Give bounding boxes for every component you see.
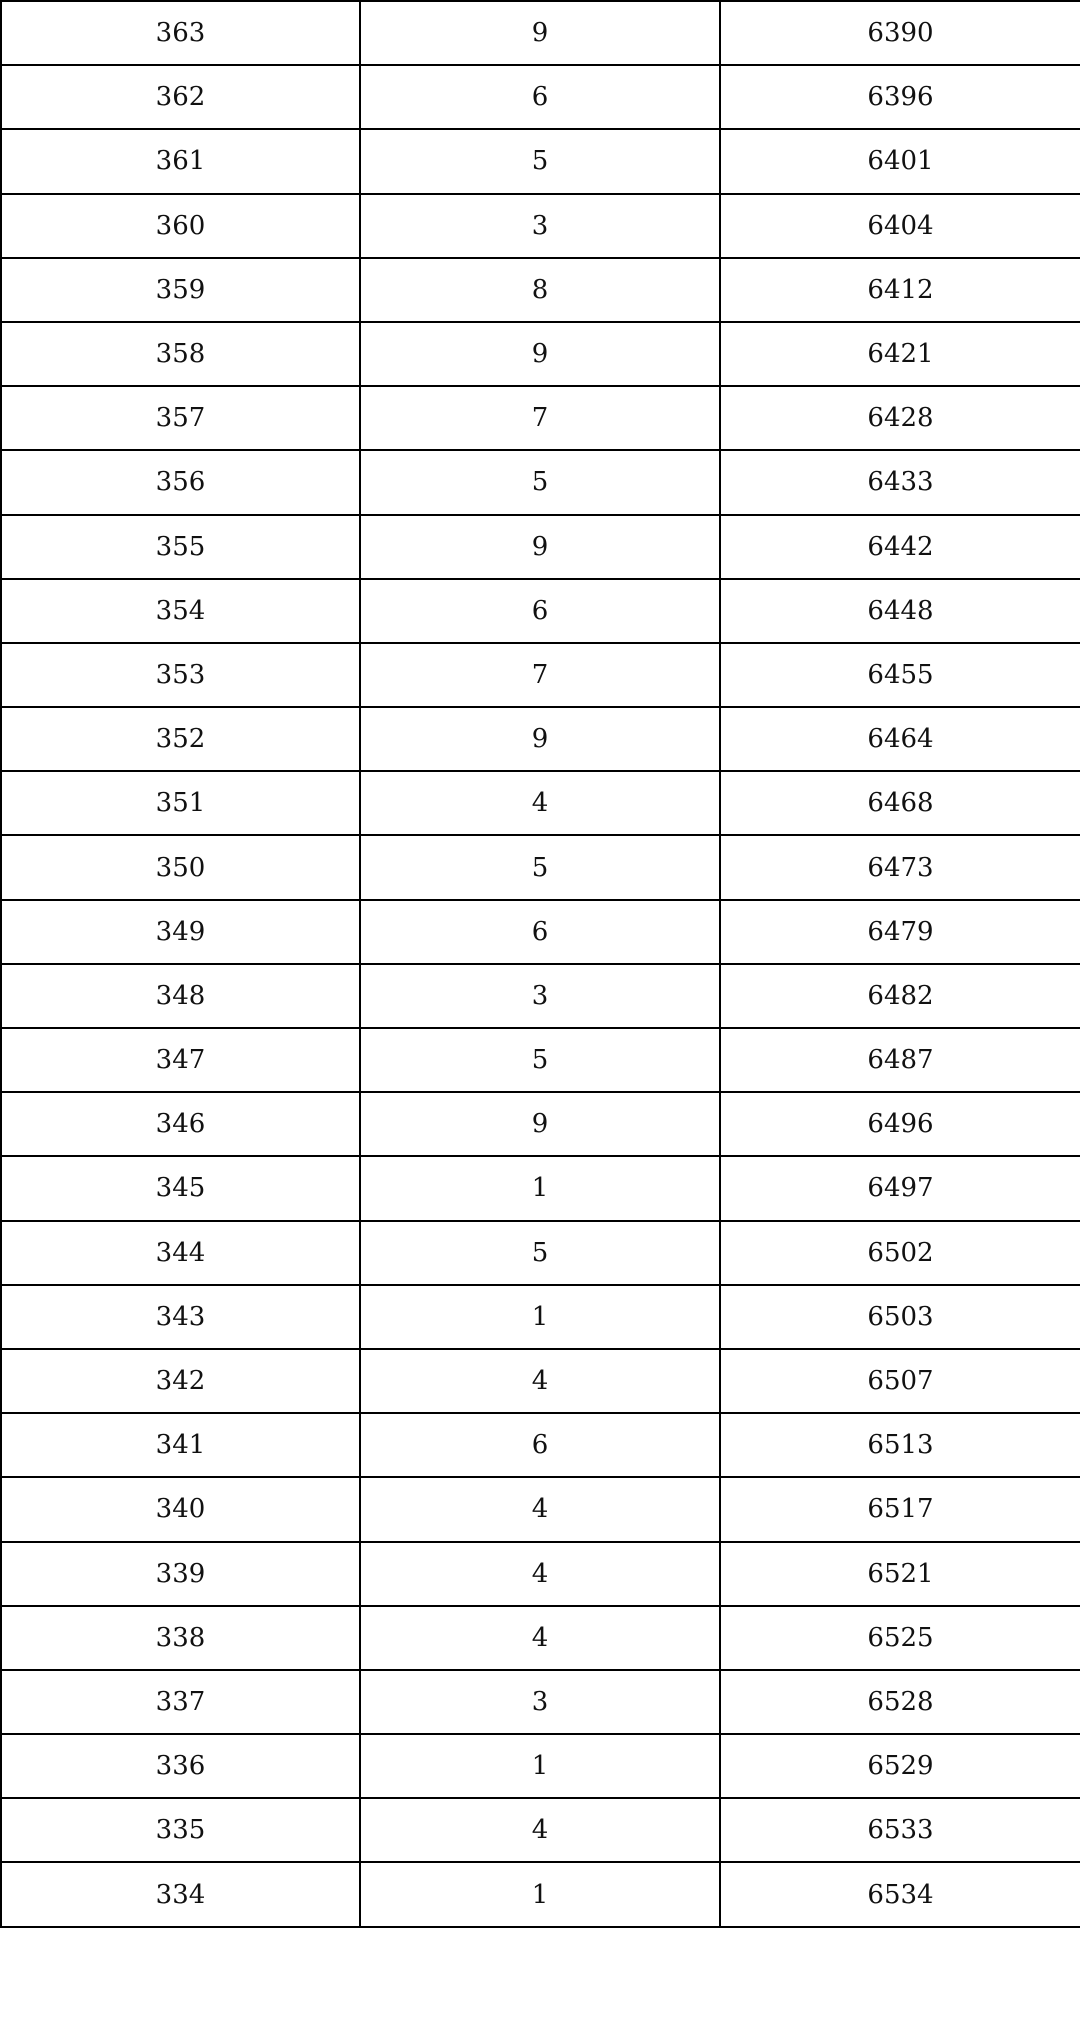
table-body [1, 1, 1080, 1927]
score-cell: 344 [1, 1221, 360, 1285]
count-cell: 4 [360, 1477, 720, 1541]
score-cell: 350 [1, 835, 360, 899]
cumulative-cell: 6533 [720, 1798, 1080, 1862]
score-cell: 354 [1, 579, 360, 643]
count-cell: 1 [360, 1285, 720, 1349]
score-cell: 347 [1, 1028, 360, 1092]
count-cell: 7 [360, 643, 720, 707]
cumulative-cell: 6496 [720, 1092, 1080, 1156]
table-row [1, 771, 1080, 835]
table-row [1, 964, 1080, 1028]
cumulative-cell: 6401 [720, 129, 1080, 193]
cumulative-cell: 6529 [720, 1734, 1080, 1798]
cumulative-cell: 6507 [720, 1349, 1080, 1413]
cumulative-cell: 6390 [720, 1, 1080, 65]
score-cell: 340 [1, 1477, 360, 1541]
score-cell: 343 [1, 1285, 360, 1349]
count-cell: 5 [360, 450, 720, 514]
count-cell: 5 [360, 835, 720, 899]
table-row [1, 515, 1080, 579]
table-row [1, 65, 1080, 129]
table-row [1, 1862, 1080, 1926]
count-cell: 3 [360, 964, 720, 1028]
cumulative-cell: 6464 [720, 707, 1080, 771]
table-row [1, 1413, 1080, 1477]
table-row [1, 1221, 1080, 1285]
score-cell: 346 [1, 1092, 360, 1156]
score-cell: 349 [1, 900, 360, 964]
cumulative-cell: 6534 [720, 1862, 1080, 1926]
table-row [1, 1670, 1080, 1734]
table-row [1, 322, 1080, 386]
count-cell: 6 [360, 579, 720, 643]
count-cell: 4 [360, 771, 720, 835]
count-cell: 4 [360, 1542, 720, 1606]
count-cell: 3 [360, 194, 720, 258]
score-cell: 339 [1, 1542, 360, 1606]
table-row [1, 579, 1080, 643]
cumulative-cell: 6396 [720, 65, 1080, 129]
cumulative-cell: 6473 [720, 835, 1080, 899]
table-row [1, 1477, 1080, 1541]
table-row [1, 1285, 1080, 1349]
count-cell: 9 [360, 515, 720, 579]
count-cell: 1 [360, 1156, 720, 1220]
count-cell: 7 [360, 386, 720, 450]
score-cell: 338 [1, 1606, 360, 1670]
cumulative-cell: 6482 [720, 964, 1080, 1028]
count-cell: 8 [360, 258, 720, 322]
count-cell: 9 [360, 1092, 720, 1156]
count-cell: 6 [360, 900, 720, 964]
count-cell: 5 [360, 1221, 720, 1285]
cumulative-cell: 6468 [720, 771, 1080, 835]
score-cell: 334 [1, 1862, 360, 1926]
count-cell: 9 [360, 707, 720, 771]
cumulative-cell: 6525 [720, 1606, 1080, 1670]
count-cell: 5 [360, 1028, 720, 1092]
cumulative-cell: 6421 [720, 322, 1080, 386]
table-row [1, 1606, 1080, 1670]
count-cell: 5 [360, 129, 720, 193]
table-row [1, 258, 1080, 322]
cumulative-cell: 6517 [720, 1477, 1080, 1541]
table-row [1, 1798, 1080, 1862]
table-row [1, 194, 1080, 258]
table-row [1, 643, 1080, 707]
cumulative-cell: 6513 [720, 1413, 1080, 1477]
cumulative-cell: 6442 [720, 515, 1080, 579]
cumulative-cell: 6412 [720, 258, 1080, 322]
score-cell: 345 [1, 1156, 360, 1220]
cumulative-cell: 6502 [720, 1221, 1080, 1285]
cumulative-cell: 6503 [720, 1285, 1080, 1349]
score-cell: 353 [1, 643, 360, 707]
score-cell: 362 [1, 65, 360, 129]
cumulative-cell: 6479 [720, 900, 1080, 964]
cumulative-cell: 6521 [720, 1542, 1080, 1606]
score-cell: 352 [1, 707, 360, 771]
cumulative-cell: 6404 [720, 194, 1080, 258]
score-cell: 359 [1, 258, 360, 322]
count-cell: 6 [360, 1413, 720, 1477]
table-row [1, 1, 1080, 65]
score-cell: 358 [1, 322, 360, 386]
table-row [1, 1028, 1080, 1092]
table-row [1, 835, 1080, 899]
cumulative-cell: 6497 [720, 1156, 1080, 1220]
table-row [1, 900, 1080, 964]
table-row [1, 1734, 1080, 1798]
table-row [1, 1092, 1080, 1156]
count-cell: 6 [360, 65, 720, 129]
count-cell: 1 [360, 1734, 720, 1798]
count-cell: 1 [360, 1862, 720, 1926]
table-row [1, 386, 1080, 450]
count-cell: 9 [360, 1, 720, 65]
table-row [1, 1542, 1080, 1606]
score-cell: 351 [1, 771, 360, 835]
table-row [1, 707, 1080, 771]
score-cell: 355 [1, 515, 360, 579]
score-cell: 361 [1, 129, 360, 193]
count-cell: 4 [360, 1349, 720, 1413]
table-row [1, 450, 1080, 514]
cumulative-cell: 6455 [720, 643, 1080, 707]
score-cell: 341 [1, 1413, 360, 1477]
score-cell: 348 [1, 964, 360, 1028]
count-cell: 3 [360, 1670, 720, 1734]
table-row [1, 1349, 1080, 1413]
count-cell: 4 [360, 1798, 720, 1862]
table-row [1, 1156, 1080, 1220]
score-cell: 363 [1, 1, 360, 65]
score-cell: 357 [1, 386, 360, 450]
table-row [1, 129, 1080, 193]
score-cell: 342 [1, 1349, 360, 1413]
cumulative-cell: 6428 [720, 386, 1080, 450]
cumulative-cell: 6487 [720, 1028, 1080, 1092]
count-cell: 9 [360, 322, 720, 386]
score-cell: 360 [1, 194, 360, 258]
cumulative-cell: 6433 [720, 450, 1080, 514]
cumulative-cell: 6528 [720, 1670, 1080, 1734]
count-cell: 4 [360, 1606, 720, 1670]
score-cell: 356 [1, 450, 360, 514]
cumulative-cell: 6448 [720, 579, 1080, 643]
score-cell: 336 [1, 1734, 360, 1798]
score-cell: 337 [1, 1670, 360, 1734]
score-cell: 335 [1, 1798, 360, 1862]
